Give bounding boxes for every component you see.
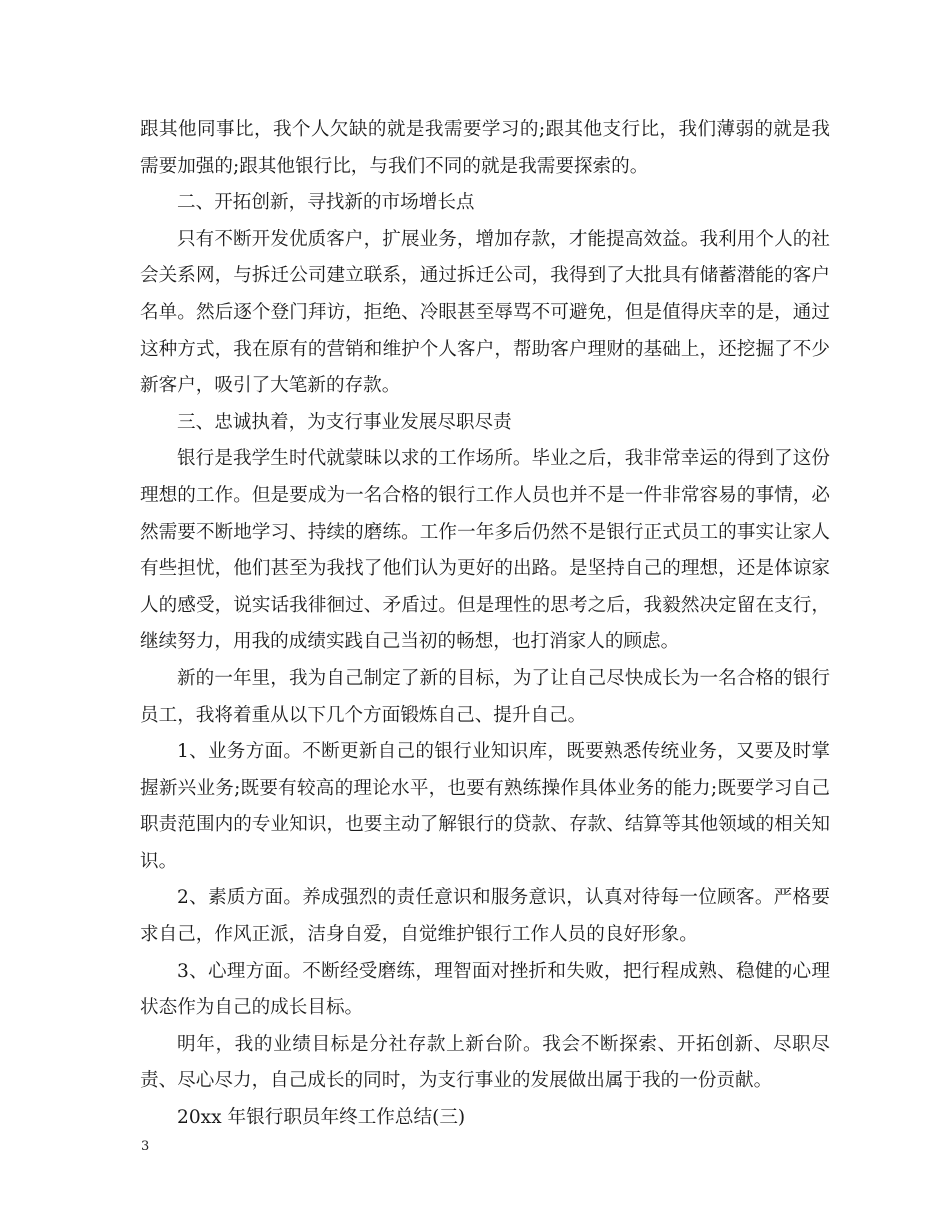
paragraph-next-year-target: 明年，我的业绩目标是分社存款上新台阶。我会不断探索、开拓创新、尽职尽责、尽心尽力，自己成长的同时，为支行事业的发展做出属于我的一份贡献。 [140, 1033, 830, 1092]
paragraph-psychology-aspect: 3、心理方面。不断经受磨练，理智面对挫折和失败，把行程成熟、稳健的心理状态作为自己的成长目标。 [140, 960, 830, 1019]
paragraph-new-year-goals: 新的一年里，我为自己制定了新的目标，为了让自己尽快成长为一名合格的银行员工，我将着重从以下几个方面锻炼自己、提升自己。 [140, 667, 830, 726]
document-body [140, 112, 830, 1137]
paragraph-comparison: 跟其他同事比，我个人欠缺的就是我需要学习的;跟其他支行比，我们薄弱的就是我需要加强的;跟其他银行比，与我们不同的就是我需要探索的。 [140, 119, 830, 177]
section-title-part-three: 20xx 年银行职员年终工作总结(三) [177, 1107, 466, 1129]
paragraph-customer-development: 只有不断开发优质客户，扩展业务，增加存款，才能提高效益。我利用个人的社会关系网，与拆迁公司建立联系，通过拆迁公司，我得到了大批具有储蓄潜能的客户名单。然后逐个登门拜访，拒绝、冷眼甚至辱骂不可避免，但是值得庆幸的是，通过这种方式，我在原有的营销和维护个人客户，帮助客户理财的基础上，还挖掘了不少新客户，吸引了大笔新的存款。 [140, 228, 830, 397]
paragraph-business-aspect: 1、业务方面。不断更新自己的银行业知识库，既要熟悉传统业务，又要及时掌握新兴业务;既要有较高的理论水平，也要有熟练操作具体业务的能力;既要学习自己职责范围内的专业知识，也要主动了解银行的贷款、存款、结算等其他领域的相关知识。 [140, 741, 830, 872]
section-heading-loyalty: 三、忠诚执着，为支行事业发展尽职尽责 [177, 411, 512, 433]
paragraph-career-choice: 银行是我学生时代就蒙昧以求的工作场所。毕业之后，我非常幸运的得到了这份理想的工作。但是要成为一名合格的银行工作人员也并不是一件非常容易的事情，必然需要不断地学习、持续的磨练。工作一年多后仍然不是银行正式员工的事实让家人有些担忧，他们甚至为我找了他们认为更好的出路。是坚持自己的理想，还是体谅家人的感受，说实话我徘徊过、矛盾过。但是理性的思考之后，我毅然决定留在支行，继续努力，用我的成绩实践自己当初的畅想，也打消家人的顾虑。 [140, 448, 830, 653]
section-heading-innovation: 二、开拓创新，寻找新的市场增长点 [177, 192, 475, 214]
page-number: 3 [141, 1139, 150, 1154]
paragraph-quality-aspect: 2、素质方面。养成强烈的责任意识和服务意识，认真对待每一位顾客。严格要求自己，作风正派，洁身自爱，自觉维护银行工作人员的良好形象。 [140, 887, 830, 946]
